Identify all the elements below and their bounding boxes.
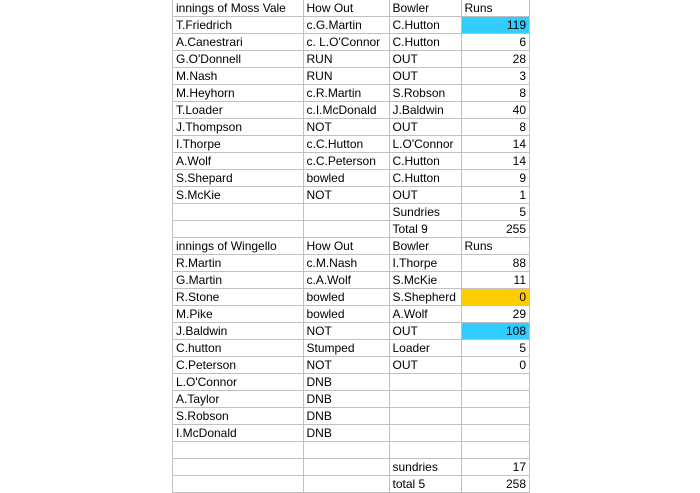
cell-how-out[interactable]: DNB [303,374,389,391]
table-row [173,17,529,34]
cell-how-out[interactable]: bowled [303,306,389,323]
cell-bowler[interactable]: sundries [389,459,461,476]
cell-batter[interactable]: S.Robson [173,408,303,425]
cell-batter[interactable]: L.O'Connor [173,374,303,391]
cell-runs[interactable]: 3 [461,68,529,85]
cell-bowler[interactable]: OUT [389,119,461,136]
cell-how-out[interactable]: NOT [303,119,389,136]
cell-how-out[interactable]: NOT [303,357,389,374]
table-row [173,323,529,340]
cell-runs[interactable]: 1 [461,187,529,204]
cell-runs[interactable]: 255 [461,221,529,238]
table-row [173,374,529,391]
cell-batter[interactable]: innings of Moss Vale [173,0,303,17]
cell-how-out[interactable]: RUN [303,51,389,68]
cell-how-out[interactable]: c. L.O'Connor [303,34,389,51]
cell-batter[interactable] [173,442,303,459]
cell-how-out[interactable] [303,459,389,476]
scorecard-body [173,0,529,493]
table-row [173,153,529,170]
table-row [173,119,529,136]
table-row [173,442,529,459]
cell-bowler[interactable]: OUT [389,323,461,340]
cell-bowler[interactable]: J.Baldwin [389,102,461,119]
cell-batter[interactable]: S.Shepard [173,170,303,187]
cell-how-out[interactable]: DNB [303,408,389,425]
table-row [173,425,529,442]
cell-runs[interactable]: 17 [461,459,529,476]
table-row [173,289,529,306]
cell-batter[interactable]: T.Loader [173,102,303,119]
cell-how-out[interactable]: How Out [303,0,389,17]
cell-how-out[interactable] [303,221,389,238]
cell-batter[interactable]: innings of Wingello [173,238,303,255]
cell-batter[interactable]: R.Martin [173,255,303,272]
cell-how-out[interactable]: How Out [303,238,389,255]
cell-runs[interactable]: 14 [461,153,529,170]
cell-bowler[interactable]: Loader [389,340,461,357]
cell-runs[interactable]: 29 [461,306,529,323]
cell-batter[interactable]: M.Nash [173,68,303,85]
scorecard-table [173,0,529,493]
header-row [173,238,529,255]
cell-how-out[interactable] [303,442,389,459]
cell-runs[interactable]: Runs [461,0,529,17]
cell-runs[interactable]: Runs [461,238,529,255]
table-row [173,357,529,374]
cell-bowler[interactable]: L.O'Connor [389,136,461,153]
table-row [173,102,529,119]
cell-runs[interactable]: 88 [461,255,529,272]
table-row [173,306,529,323]
cell-runs[interactable]: 11 [461,272,529,289]
cell-runs[interactable]: 5 [461,340,529,357]
cell-runs[interactable] [461,425,529,442]
cell-how-out[interactable]: NOT [303,323,389,340]
table-row [173,255,529,272]
cell-runs[interactable]: 0 [461,289,529,306]
cell-batter[interactable]: I.McDonald [173,425,303,442]
cell-batter[interactable]: G.Martin [173,272,303,289]
cell-batter[interactable] [173,476,303,493]
cell-runs[interactable]: 0 [461,357,529,374]
table-row [173,391,529,408]
table-row [173,68,529,85]
cell-bowler[interactable] [389,374,461,391]
cell-batter[interactable]: A.Taylor [173,391,303,408]
cell-bowler[interactable]: Sundries [389,204,461,221]
table-row [173,340,529,357]
cell-bowler[interactable]: I.Thorpe [389,255,461,272]
cell-runs[interactable] [461,374,529,391]
cell-bowler[interactable]: S.Robson [389,85,461,102]
cell-runs[interactable]: 5 [461,204,529,221]
cell-bowler[interactable]: OUT [389,68,461,85]
table-row [173,459,529,476]
cell-bowler[interactable]: C.Hutton [389,153,461,170]
cell-bowler[interactable]: C.Hutton [389,34,461,51]
cell-batter[interactable]: A.Wolf [173,153,303,170]
cell-how-out[interactable]: DNB [303,425,389,442]
cell-bowler[interactable]: S.Shepherd [389,289,461,306]
cell-bowler[interactable]: OUT [389,187,461,204]
table-row [173,272,529,289]
cell-batter[interactable]: G.O'Donnell [173,51,303,68]
cell-runs[interactable]: 108 [461,323,529,340]
cell-runs[interactable] [461,442,529,459]
cell-batter[interactable] [173,221,303,238]
cell-batter[interactable]: I.Thorpe [173,136,303,153]
cell-runs[interactable]: 8 [461,119,529,136]
cell-bowler[interactable] [389,408,461,425]
cell-how-out[interactable]: c.C.Peterson [303,153,389,170]
cell-runs[interactable] [461,391,529,408]
cell-how-out[interactable]: Stumped [303,340,389,357]
cell-batter[interactable]: C.hutton [173,340,303,357]
cell-how-out[interactable]: c.C.Hutton [303,136,389,153]
cell-runs[interactable] [461,408,529,425]
cell-runs[interactable]: 6 [461,34,529,51]
cell-batter[interactable]: R.Stone [173,289,303,306]
cell-runs[interactable]: 9 [461,170,529,187]
cell-bowler[interactable] [389,442,461,459]
scorecard-sheet [172,0,530,493]
cell-batter[interactable]: M.Pike [173,306,303,323]
cell-how-out[interactable]: c.A.Wolf [303,272,389,289]
cell-runs[interactable]: 8 [461,85,529,102]
cell-bowler[interactable]: OUT [389,51,461,68]
cell-batter[interactable]: S.McKie [173,187,303,204]
cell-batter[interactable]: M.Heyhorn [173,85,303,102]
table-row [173,187,529,204]
cell-how-out[interactable]: NOT [303,187,389,204]
cell-runs[interactable]: 40 [461,102,529,119]
cell-bowler[interactable]: total 5 [389,476,461,493]
cell-bowler[interactable]: Bowler [389,0,461,17]
table-row [173,204,529,221]
table-row [173,51,529,68]
cell-how-out[interactable]: RUN [303,68,389,85]
cell-bowler[interactable]: Bowler [389,238,461,255]
table-row [173,136,529,153]
cell-batter[interactable] [173,459,303,476]
cell-runs[interactable]: 258 [461,476,529,493]
cell-runs[interactable]: 28 [461,51,529,68]
cell-bowler[interactable]: C.Hutton [389,17,461,34]
cell-bowler[interactable]: C.Hutton [389,170,461,187]
cell-batter[interactable]: T.Friedrich [173,17,303,34]
table-row [173,170,529,187]
cell-how-out[interactable]: c.R.Martin [303,85,389,102]
cell-batter[interactable]: C.Peterson [173,357,303,374]
cell-how-out[interactable]: c.I.McDonald [303,102,389,119]
table-row [173,408,529,425]
cell-batter[interactable]: J.Thompson [173,119,303,136]
cell-bowler[interactable] [389,391,461,408]
cell-how-out[interactable] [303,476,389,493]
cell-batter[interactable]: A.Canestrari [173,34,303,51]
cell-batter[interactable]: J.Baldwin [173,323,303,340]
cell-runs[interactable]: 119 [461,17,529,34]
table-row [173,476,529,493]
cell-bowler[interactable]: OUT [389,357,461,374]
cell-how-out[interactable] [303,204,389,221]
cell-bowler[interactable]: S.McKie [389,272,461,289]
table-row [173,221,529,238]
cell-runs[interactable]: 14 [461,136,529,153]
cell-bowler[interactable]: Total 9 [389,221,461,238]
header-row [173,0,529,17]
cell-bowler[interactable] [389,425,461,442]
table-row [173,85,529,102]
cell-how-out[interactable]: bowled [303,289,389,306]
table-row [173,34,529,51]
cell-how-out[interactable]: c.G.Martin [303,17,389,34]
cell-batter[interactable] [173,204,303,221]
cell-how-out[interactable]: DNB [303,391,389,408]
cell-how-out[interactable]: bowled [303,170,389,187]
cell-how-out[interactable]: c.M.Nash [303,255,389,272]
cell-bowler[interactable]: A.Wolf [389,306,461,323]
